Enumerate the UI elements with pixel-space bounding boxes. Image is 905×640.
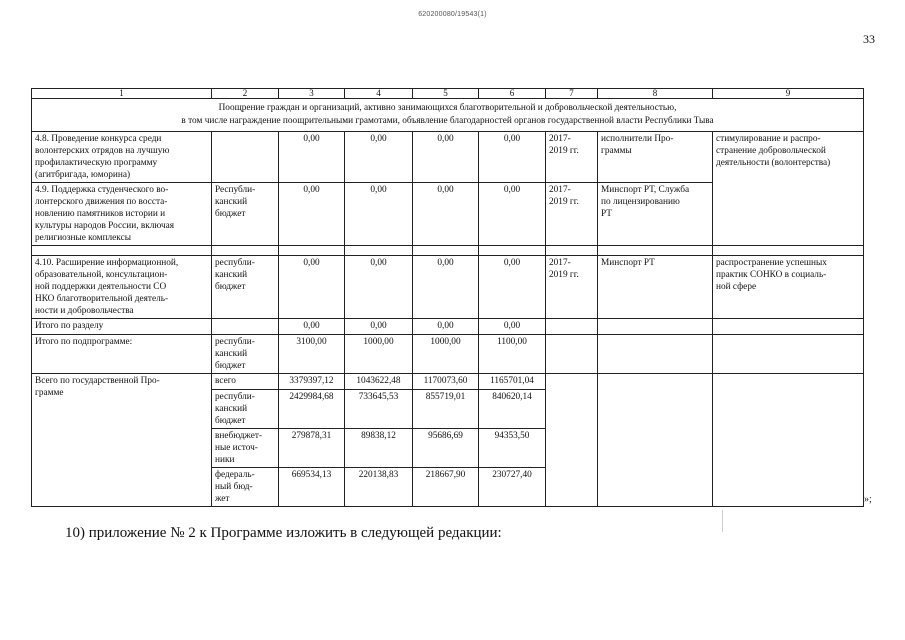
amount-2018: 0,00 [413,132,479,183]
amount-total: 279878,31 [279,429,345,468]
row-label: Итого по разделу [32,319,212,335]
amount-total: 0,00 [279,256,345,319]
page-number: 33 [863,32,875,46]
amount-2017: 0,00 [345,132,413,183]
expected-result: стимулирование и распро- странение добровольческой деятельности (волонтерства) [713,132,864,246]
amount-2018: 0,00 [413,183,479,246]
funding-source: внебюджет- ные источ- ники [212,429,279,468]
scan-mark [722,510,723,532]
period [546,335,598,374]
amount-total: 0,00 [279,319,345,335]
table-row [32,256,864,319]
col-header: 3 [279,89,345,99]
amount-total: 0,00 [279,183,345,246]
amount-2019: 840620,14 [479,390,546,429]
measure-name: 4.9. Поддержка студенческого во- лонтерского движения по восста- новлению памятников истории и культуры народов России, включая религиозные комплексы [32,183,212,246]
amount-total: 0,00 [279,132,345,183]
amount-2019: 1165701,04 [479,374,546,390]
col-header: 2 [212,89,279,99]
subprogram-total-row [32,335,864,374]
amount-2017: 0,00 [345,183,413,246]
period [546,319,598,335]
executor: Минспорт РТ, Служба по лицензированию РТ [598,183,713,246]
amount-2018: 0,00 [413,256,479,319]
executor: Минспорт РТ [598,256,713,319]
amount-2019: 0,00 [479,183,546,246]
expected-result [713,335,864,374]
funding-source: федераль- ный бюд- жет [212,468,279,507]
executor [598,335,713,374]
funding-source: республи- канский бюджет [212,256,279,319]
expected-result: распространение успешных практик СОНКО в социаль- ной сфере [713,256,864,319]
col-header: 5 [413,89,479,99]
expected-result [713,374,864,507]
amount-2018: 1000,00 [413,335,479,374]
period: 2017- 2019 гг. [546,183,598,246]
amount-2017: 0,00 [345,319,413,335]
spacer-row [32,246,864,256]
amount-total: 2429984,68 [279,390,345,429]
amount-total: 669534,13 [279,468,345,507]
section-title-row [32,99,864,132]
period: 2017- 2019 гг. [546,132,598,183]
amount-2017: 1043622,48 [345,374,413,390]
col-header: 9 [713,89,864,99]
amount-2017: 733645,53 [345,390,413,429]
amount-2019: 230727,40 [479,468,546,507]
measure-name: 4.8. Проведение конкурса среди волонтерских отрядов на лучшую профилактическую программу (агитбригада, юморина) [32,132,212,183]
section-total-row [32,319,864,335]
amount-2018: 1170073,60 [413,374,479,390]
col-header: 8 [598,89,713,99]
col-header: 4 [345,89,413,99]
body-paragraph: 10) приложение № 2 к Программе изложить в следующей редакции: [65,525,502,541]
funding-source: Республи- канский бюджет [212,183,279,246]
amount-2018: 218667,90 [413,468,479,507]
amount-2017: 89838,12 [345,429,413,468]
amount-total: 3379397,12 [279,374,345,390]
col-header: 1 [32,89,212,99]
funding-source: всего [212,374,279,390]
executor: исполнители Про- граммы [598,132,713,183]
row-label: Итого по подпрограмме: [32,335,212,374]
amount-2018: 0,00 [413,319,479,335]
amount-total: 3100,00 [279,335,345,374]
expected-result [713,319,864,335]
amount-2019: 1100,00 [479,335,546,374]
period: 2017- 2019 гг. [546,256,598,319]
amount-2018: 95686,69 [413,429,479,468]
col-header: 7 [546,89,598,99]
executor [598,319,713,335]
amount-2019: 0,00 [479,319,546,335]
amount-2019: 94353,50 [479,429,546,468]
column-number-row [32,89,864,99]
executor [598,374,713,507]
program-table [31,88,864,507]
measure-name: 4.10. Расширение информационной, образовательной, консультацион- ной поддержки деятельности СО НКО благотворительной деятель- ности и добровольчества [32,256,212,319]
closing-quote-mark: »; [864,494,872,505]
amount-2019: 0,00 [479,132,546,183]
table-row [32,132,864,183]
program-total-row [32,374,864,390]
col-header: 6 [479,89,546,99]
document-id: 620200080/19543(1) [418,11,487,18]
amount-2017: 0,00 [345,256,413,319]
amount-2017: 220138,83 [345,468,413,507]
funding-source [212,132,279,183]
funding-source [212,319,279,335]
funding-source: республи- канский бюджет [212,335,279,374]
period [546,374,598,507]
program-total-label: Всего по государственной Про- грамме [32,374,212,507]
section-title: Поощрение граждан и организаций, активно занимающихся благотворительной и добровольческой деятельностью, в том числе награждение поощрительными грамотами, объявление благодарностей органов государственной власти Республики Тыва [32,99,864,132]
amount-2018: 855719,01 [413,390,479,429]
funding-source: республи- канский бюджет [212,390,279,429]
amount-2019: 0,00 [479,256,546,319]
amount-2017: 1000,00 [345,335,413,374]
